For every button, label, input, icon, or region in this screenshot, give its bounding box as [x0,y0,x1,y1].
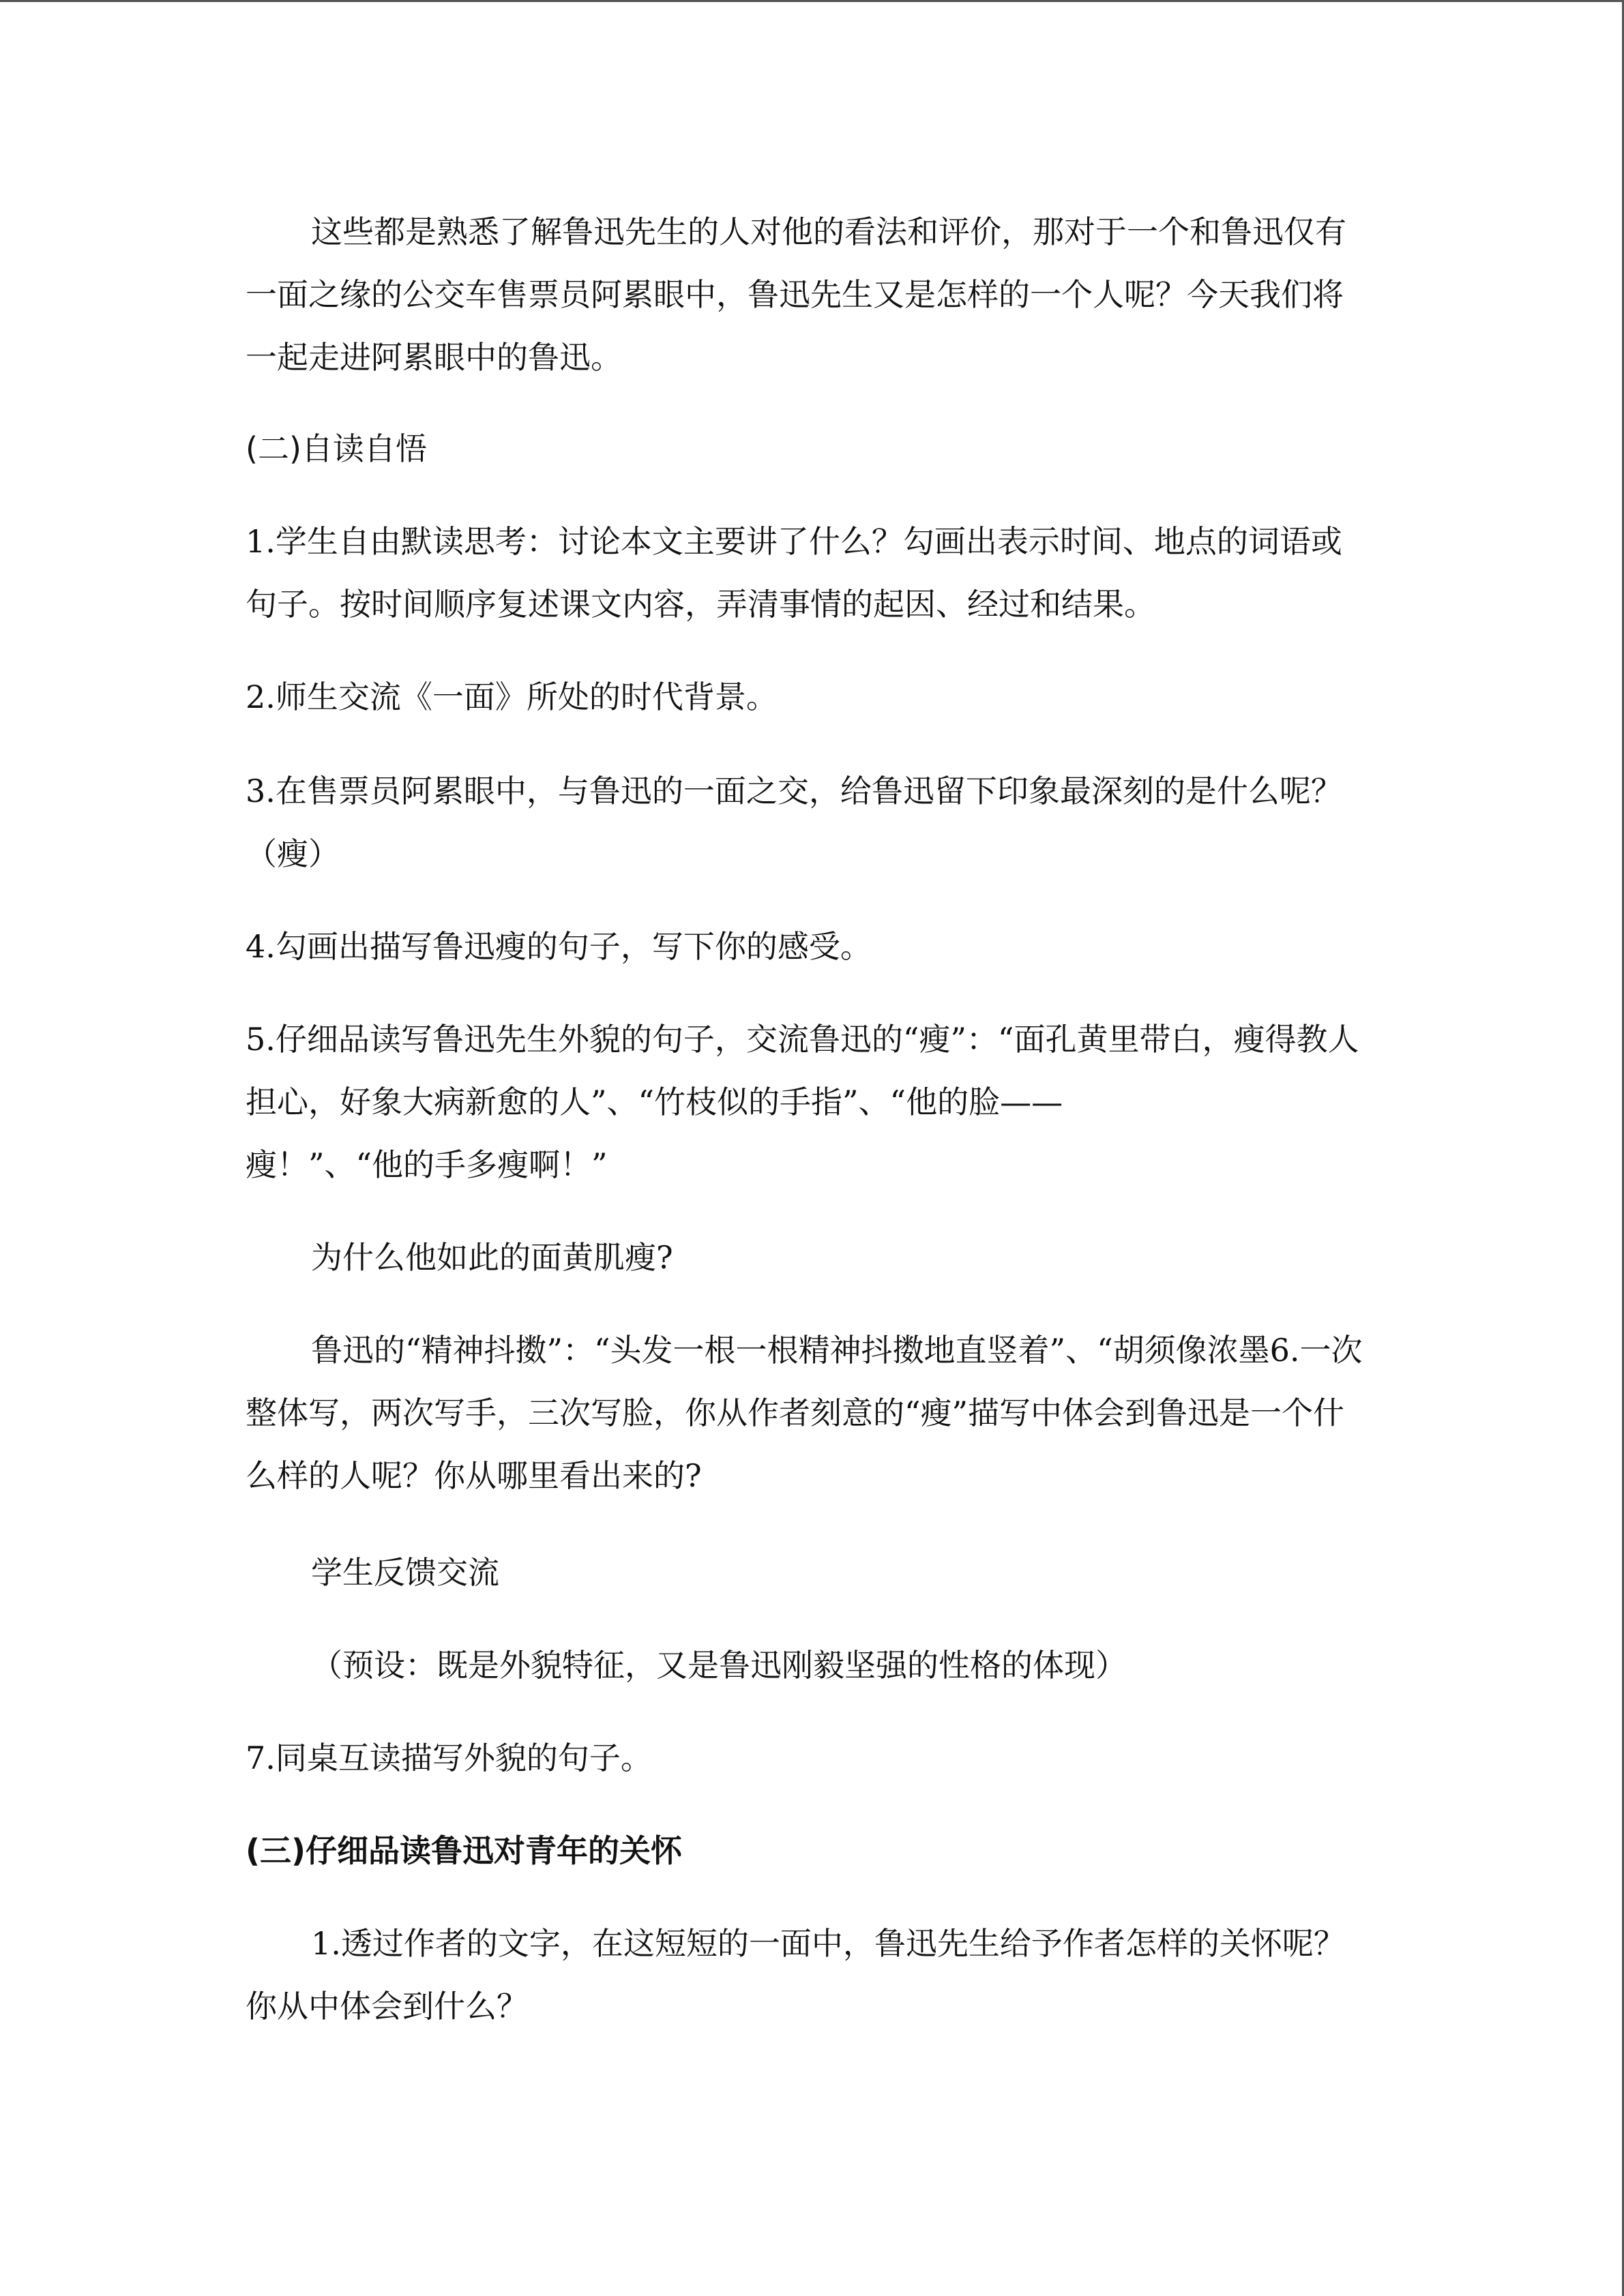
question-thin-paragraph: 为什么他如此的面黄肌瘦? [311,1239,673,1276]
section-heading-care-for-youth: (三)仔细品读鲁迅对青年的关怀 [246,1832,683,1869]
step-4-paragraph: 4.勾画出描写鲁迅瘦的句子，写下你的感受。 [246,928,872,965]
section-heading-self-reading: (二)自读自悟 [246,430,427,467]
page-top-edge [0,0,1624,2]
step-2-paragraph: 2.师生交流《一面》所处的时代背景。 [246,679,778,715]
spirit-paragraph: 鲁迅的“精神抖擞”：“头发一根一根精神抖擞地直竖着”、“胡须像浓墨6.一次整体写，两次写手，三次写脸，你从作者刻意的“瘦”描写中体会到鲁迅是一个什么样的人呢？你从哪里看出来的? [246,1332,1363,1494]
intro-paragraph: 这些都是熟悉了解鲁迅先生的人对他的看法和评价，那对于一个和鲁迅仅有一面之缘的公交车售票员阿累眼中，鲁迅先生又是怎样的一个人呢？今天我们将一起走进阿累眼中的鲁迅。 [246,213,1346,376]
preset-answer-paragraph: （预设：既是外貌特征，又是鲁迅刚毅坚强的性格的体现） [311,1647,1127,1684]
step-5-paragraph: 5.仔细品读写鲁迅先生外貌的句子，交流鲁迅的“瘦”：“面孔黄里带白，瘦得教人担心，好象大病新愈的人”、“竹枝似的手指”、“他的脸—— 瘦！”、“他的手多瘦啊！” [246,1021,1359,1183]
step-7-paragraph: 7.同桌互读描写外貌的句子。 [246,1740,652,1776]
step-1-paragraph: 1.学生自由默读思考：讨论本文主要讲了什么？勾画出表示时间、地点的词语或句子。按时间顺序复述课文内容，弄清事情的起因、经过和结果。 [246,523,1342,623]
student-feedback-paragraph: 学生反馈交流 [311,1554,499,1591]
step-3-paragraph: 3.在售票员阿累眼中，与鲁迅的一面之交，给鲁迅留下印象最深刻的是什么呢？（瘦） [246,773,1342,872]
care-question-paragraph: 1.透过作者的文字，在这短短的一面中，鲁迅先生给予作者怎样的关怀呢？你从中体会到什么？ [246,1925,1345,2025]
